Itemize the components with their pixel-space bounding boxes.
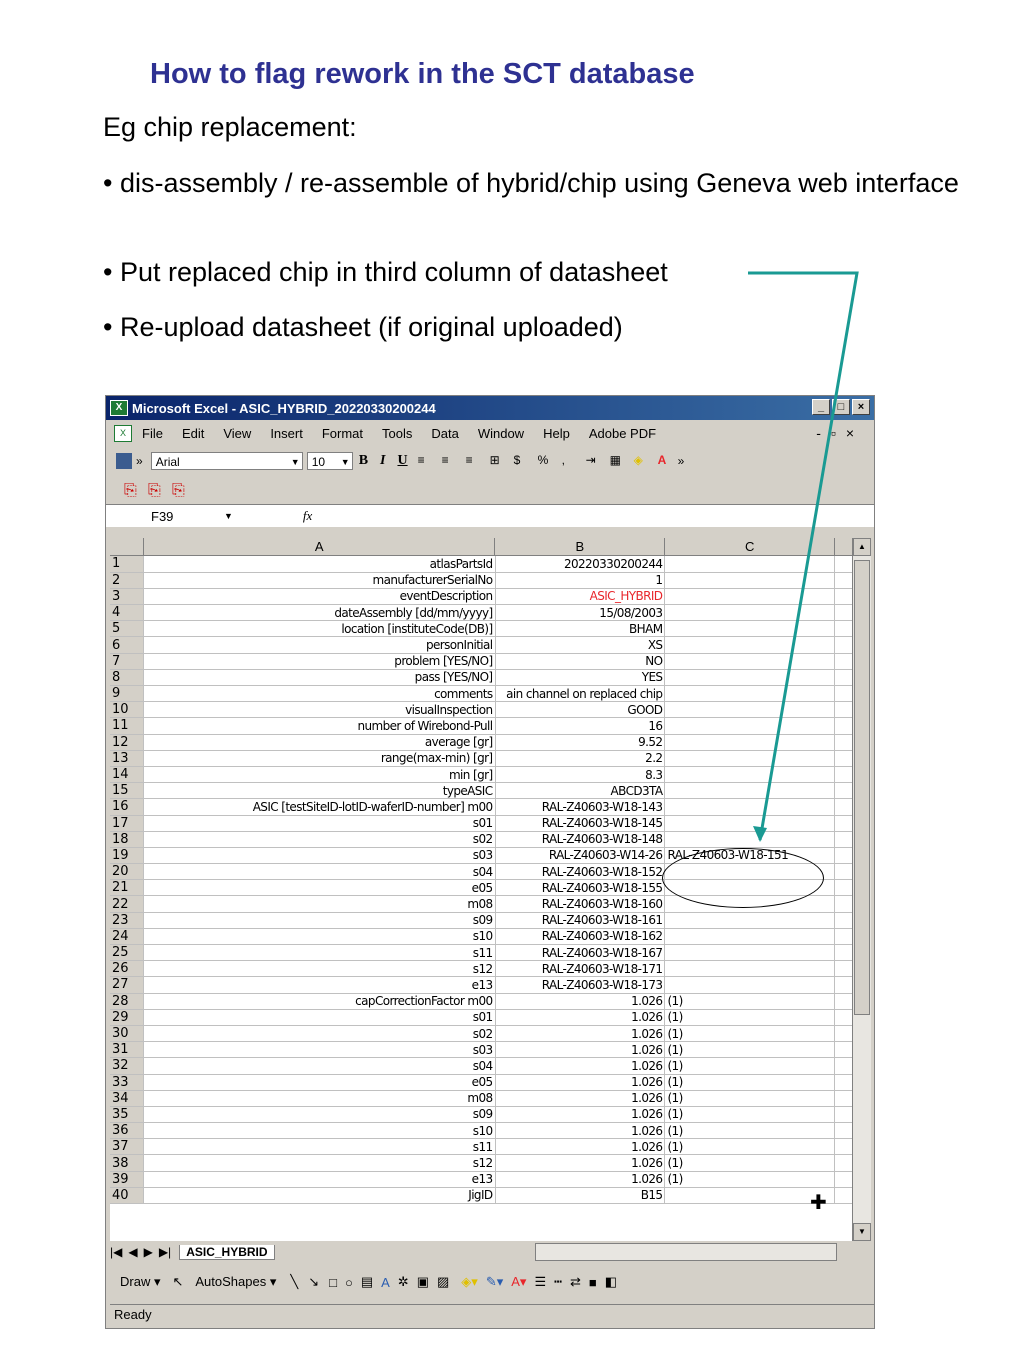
menu-data[interactable]: Data (431, 425, 459, 441)
picture-icon[interactable]: ▨ (437, 1274, 450, 1289)
menu-help[interactable]: Help (543, 425, 570, 441)
cell-a[interactable]: s02 (144, 831, 495, 847)
row-header[interactable]: 8 (110, 669, 144, 685)
row-header[interactable]: 5 (110, 621, 144, 637)
cell-b[interactable]: RAL-Z40603-W14-26 (495, 847, 665, 863)
merge-center-icon[interactable]: ⊞ (489, 453, 500, 467)
cell-a[interactable]: s04 (144, 1058, 495, 1074)
convert-to-pdf-icon[interactable]: ⎘ (124, 482, 137, 499)
cell-b[interactable]: RAL-Z40603-W18-162 (495, 928, 665, 944)
bold-icon[interactable]: B (358, 453, 369, 468)
callout-arrow-line (748, 273, 857, 840)
minimize-button[interactable]: _ (812, 399, 830, 415)
row-header[interactable]: 28 (110, 993, 144, 1009)
pdf-email-icon[interactable]: ⎘ (148, 482, 161, 499)
line-icon[interactable]: ╲ (290, 1274, 299, 1289)
menu-format[interactable]: Format (321, 425, 363, 441)
italic-icon[interactable]: I (380, 453, 386, 468)
cell-a[interactable]: typeASIC (144, 783, 495, 799)
cell-b[interactable]: RAL-Z40603-W18-145 (495, 815, 665, 831)
currency-icon[interactable]: $ (513, 453, 521, 467)
cell-b[interactable]: ASIC_HYBRID (495, 588, 665, 604)
row-header[interactable]: 26 (110, 961, 144, 977)
align-center-icon[interactable]: ≡ (441, 453, 449, 467)
cell-b[interactable]: RAL-Z40603-W18-148 (495, 831, 665, 847)
bullet-geneva-interface: • dis-assembly / re-assemble of hybrid/chip using Geneva web interface (103, 168, 959, 198)
cell-c[interactable]: (1) (665, 1090, 835, 1106)
row-header[interactable]: 11 (110, 718, 144, 734)
dash-style-icon[interactable]: ┅ (554, 1274, 562, 1289)
cell-a[interactable]: e13 (144, 1171, 495, 1187)
bullet-replaced-chip: • Put replaced chip in third column of datasheet (103, 257, 668, 287)
font-color-icon[interactable]: A▾ (511, 1274, 527, 1289)
cell-a[interactable]: s09 (144, 912, 495, 928)
cell-a[interactable]: personInitial (144, 637, 495, 653)
cell-a[interactable]: s10 (144, 1123, 495, 1139)
cell-a[interactable]: min [gr] (144, 766, 495, 782)
cell-c[interactable]: (1) (665, 1155, 835, 1171)
cell-a[interactable]: e13 (144, 977, 495, 993)
cell-a[interactable]: s10 (144, 928, 495, 944)
menu-insert[interactable]: Insert (270, 425, 303, 441)
cell-a[interactable]: s01 (144, 1009, 495, 1025)
cell-a[interactable]: ASIC [testSiteID-lotID-waferID-number] m00 (144, 799, 495, 815)
borders-icon[interactable]: ▦ (609, 453, 621, 467)
close-button[interactable]: × (852, 399, 870, 415)
font-name-select[interactable]: Arial ▼ (151, 452, 303, 470)
workbook-icon[interactable]: X (114, 425, 132, 442)
cell-a[interactable]: JigID (144, 1187, 495, 1203)
cell-a[interactable]: visualInspection (144, 702, 495, 718)
cell-b[interactable]: BHAM (495, 621, 665, 637)
row-header[interactable]: 38 (110, 1155, 144, 1171)
cell-b[interactable]: RAL-Z40603-W18-143 (495, 799, 665, 815)
row-header[interactable]: 4 (110, 605, 144, 621)
cell-a[interactable]: atlasPartsId (144, 556, 495, 572)
wordart-icon[interactable]: A (381, 1274, 390, 1290)
shadow-icon[interactable]: ■ (588, 1274, 597, 1290)
tab-nav-first-icon[interactable]: |◀ (110, 1245, 123, 1259)
name-box[interactable]: F39 (151, 508, 174, 524)
menu-adobe-pdf[interactable]: Adobe PDF (588, 425, 657, 441)
cell-b[interactable]: RAL-Z40603-W18-160 (495, 896, 665, 912)
row-header[interactable]: 14 (110, 766, 144, 782)
row-header[interactable]: 25 (110, 945, 144, 961)
row-header[interactable]: 32 (110, 1058, 144, 1074)
diagram-icon[interactable]: ✲ (397, 1274, 409, 1289)
workbook-window-controls[interactable]: -▫× (816, 425, 864, 441)
arrow-style-icon[interactable]: ⇄ (569, 1274, 581, 1289)
row-header[interactable]: 2 (110, 572, 144, 588)
cell-b[interactable]: RAL-Z40603-W18-155 (495, 880, 665, 896)
cell-b[interactable]: XS (495, 637, 665, 653)
cell-b[interactable]: NO (495, 653, 665, 669)
insert-function-icon[interactable]: fx (302, 508, 313, 523)
slide-subtitle: Eg chip replacement: (103, 112, 357, 142)
clipart-icon[interactable]: ▣ (416, 1274, 429, 1289)
rectangle-icon[interactable]: □ (329, 1274, 337, 1290)
cursor-cross-icon: ✚ (810, 1192, 827, 1214)
cell-b[interactable]: RAL-Z40603-W18-173 (495, 977, 665, 993)
bullet-reupload: • Re-upload datasheet (if original uploaded) (103, 312, 623, 342)
cell-b[interactable]: YES (495, 669, 665, 685)
cell-c[interactable]: (1) (665, 1123, 835, 1139)
cell-a[interactable]: eventDescription (144, 588, 495, 604)
cell-b[interactable]: 20220330200244 (495, 556, 665, 572)
cell-b[interactable]: GOOD (495, 702, 665, 718)
cell-a[interactable]: location [instituteCode(DB)] (144, 621, 495, 637)
cell-a[interactable]: range(max-min) [gr] (144, 750, 495, 766)
cell-c[interactable]: (1) (665, 1009, 835, 1025)
font-size-select[interactable]: 10 ▼ (307, 452, 353, 470)
tab-nav-last-icon[interactable]: ▶| (158, 1245, 172, 1259)
cell-b[interactable]: 8.3 (495, 766, 665, 782)
row-header[interactable]: 7 (110, 653, 144, 669)
cell-b[interactable]: 1.026 (495, 1025, 665, 1041)
cell-b[interactable]: RAL-Z40603-W18-161 (495, 912, 665, 928)
cell-b[interactable]: 1.026 (495, 1123, 665, 1139)
row-header[interactable]: 1 (110, 556, 144, 572)
column-header-c[interactable]: C (665, 538, 835, 556)
column-header-b[interactable]: B (495, 538, 665, 556)
cell-a[interactable]: s12 (144, 1155, 495, 1171)
cell-a[interactable]: comments (144, 686, 495, 702)
cell-b[interactable]: 1.026 (495, 1171, 665, 1187)
cell-b[interactable]: 1 (495, 572, 665, 588)
row-header[interactable]: 19 (110, 847, 144, 863)
row-header[interactable]: 29 (110, 1009, 144, 1025)
align-right-icon[interactable]: ≡ (465, 453, 473, 467)
cell-b[interactable]: ABCD3TA (495, 783, 665, 799)
row-header[interactable]: 24 (110, 928, 144, 944)
cell-a[interactable]: s12 (144, 961, 495, 977)
cell-a[interactable]: s04 (144, 864, 495, 880)
row-header[interactable]: 36 (110, 1123, 144, 1139)
row-header[interactable]: 35 (110, 1106, 144, 1122)
cell-c[interactable]: (1) (665, 1058, 835, 1074)
row-header[interactable]: 37 (110, 1139, 144, 1155)
cell-b[interactable]: 16 (495, 718, 665, 734)
row-header[interactable]: 16 (110, 799, 144, 815)
cell-a[interactable]: s02 (144, 1025, 495, 1041)
toolbar-options-icon[interactable]: » (677, 454, 685, 468)
menu-tools[interactable]: Tools (382, 425, 413, 441)
row-header[interactable]: 18 (110, 831, 144, 847)
cell-a[interactable]: s11 (144, 1139, 495, 1155)
chevron-down-icon[interactable]: ▼ (224, 511, 233, 521)
cell-a[interactable]: m08 (144, 1090, 495, 1106)
cell-b[interactable]: 15/08/2003 (495, 605, 665, 621)
cell-b[interactable]: 1.026 (495, 1042, 665, 1058)
row-header[interactable]: 10 (110, 702, 144, 718)
draw-menu[interactable]: Draw ▾ (120, 1274, 161, 1289)
tab-nav-next-icon[interactable]: ▶ (143, 1245, 153, 1259)
cell-a[interactable]: manufacturerSerialNo (144, 572, 495, 588)
row-header[interactable]: 30 (110, 1025, 144, 1041)
pdf-review-icon[interactable]: ⎘ (172, 482, 185, 499)
row-header[interactable]: 6 (110, 637, 144, 653)
cell-c[interactable]: RAL-Z40603-W18-151 (665, 847, 835, 863)
cell-a[interactable]: s09 (144, 1106, 495, 1122)
row-header[interactable]: 39 (110, 1171, 144, 1187)
row-header[interactable]: 23 (110, 912, 144, 928)
cell-b[interactable]: 1.026 (495, 993, 665, 1009)
sheet-tab-asic-hybrid[interactable]: ASIC_HYBRID (179, 1245, 274, 1260)
cell-b[interactable]: RAL-Z40603-W18-167 (495, 945, 665, 961)
callout-arrow-head (753, 826, 767, 842)
textbox-icon[interactable]: ▤ (360, 1274, 374, 1289)
menu-view[interactable]: View (223, 425, 252, 441)
slide-title: How to flag rework in the SCT database (150, 58, 695, 90)
cell-c[interactable]: (1) (665, 1171, 835, 1187)
cell-b[interactable]: RAL-Z40603-W18-152 (495, 864, 665, 880)
cell-b[interactable]: 1.026 (495, 1090, 665, 1106)
cell-a[interactable]: s01 (144, 815, 495, 831)
align-left-icon[interactable]: ≡ (417, 453, 425, 467)
comma-icon[interactable]: , (561, 453, 565, 467)
row-header[interactable]: 15 (110, 783, 144, 799)
cell-a[interactable]: s03 (144, 1042, 495, 1058)
column-header-a[interactable]: A (144, 538, 496, 556)
menu-window[interactable]: Window (477, 425, 525, 441)
cell-c[interactable]: (1) (665, 1106, 835, 1122)
cell-b[interactable]: 1.026 (495, 1155, 665, 1171)
cell-b[interactable]: 1.026 (495, 1106, 665, 1122)
cell-b[interactable]: 1.026 (495, 1058, 665, 1074)
tab-nav-prev-icon[interactable]: ◀ (128, 1245, 138, 1259)
select-objects-icon[interactable]: ↖ (172, 1274, 184, 1289)
row-header[interactable]: 22 (110, 896, 144, 912)
cell-c[interactable]: (1) (665, 1139, 835, 1155)
row-header[interactable]: 34 (110, 1090, 144, 1106)
cell-a[interactable]: pass [YES/NO] (144, 669, 495, 685)
row-header[interactable]: 31 (110, 1042, 144, 1058)
cell-a[interactable]: problem [YES/NO] (144, 653, 495, 669)
cell-a[interactable]: capCorrectionFactor m00 (144, 993, 495, 1009)
row-header[interactable]: 3 (110, 588, 144, 604)
row-header[interactable]: 21 (110, 880, 144, 896)
row-header[interactable]: 9 (110, 686, 144, 702)
menu-edit[interactable]: Edit (181, 425, 205, 441)
autoshapes-menu[interactable]: AutoShapes ▾ (195, 1274, 277, 1289)
cell-c[interactable]: (1) (665, 1025, 835, 1041)
row-header[interactable]: 40 (110, 1187, 144, 1203)
cell-a[interactable]: s11 (144, 945, 495, 961)
fill-color-icon[interactable]: ◈ (633, 453, 643, 467)
status-bar: Ready (110, 1304, 874, 1325)
cell-a[interactable]: average [gr] (144, 734, 495, 750)
scroll-down-icon[interactable]: ▼ (853, 1223, 871, 1241)
cell-b[interactable]: 2.2 (495, 750, 665, 766)
excel-app-icon: X (110, 400, 128, 416)
cell-a[interactable]: dateAssembly [dd/mm/yyyy] (144, 605, 495, 621)
row-header[interactable]: 33 (110, 1074, 144, 1090)
row-header[interactable]: 27 (110, 977, 144, 993)
cell-c[interactable]: (1) (665, 1074, 835, 1090)
menu-file[interactable]: File (142, 425, 163, 441)
cell-c[interactable]: (1) (665, 1042, 835, 1058)
fill-color-icon[interactable]: ◈▾ (461, 1274, 478, 1289)
percent-icon[interactable]: % (537, 453, 549, 467)
row-header[interactable]: 12 (110, 734, 144, 750)
cell-a[interactable]: m08 (144, 896, 495, 912)
maximize-button[interactable]: □ (832, 399, 850, 415)
cell-a[interactable]: e05 (144, 880, 495, 896)
cell-b[interactable]: 1.026 (495, 1074, 665, 1090)
font-color-icon[interactable]: A (657, 453, 667, 467)
chevron-down-icon: ▼ (340, 457, 350, 467)
underline-icon[interactable]: U (397, 453, 408, 468)
arrow-icon[interactable]: ↘ (308, 1274, 320, 1289)
cell-b[interactable]: RAL-Z40603-W18-171 (495, 961, 665, 977)
row-header[interactable]: 20 (110, 864, 144, 880)
chevron-down-icon: ▼ (290, 457, 300, 467)
window-title: Microsoft Excel - ASIC_HYBRID_20220330200244 (132, 400, 436, 416)
line-color-icon[interactable]: ✎▾ (485, 1274, 504, 1289)
cell-b[interactable]: B15 (495, 1187, 665, 1203)
oval-icon[interactable]: ○ (344, 1274, 353, 1290)
toolbar-options-icon[interactable]: » (136, 454, 143, 468)
cell-b[interactable]: ain channel on replaced chip (495, 686, 665, 702)
3d-icon[interactable]: ◧ (604, 1274, 617, 1289)
scroll-up-icon[interactable]: ▲ (853, 538, 871, 556)
cell-a[interactable]: s03 (144, 847, 495, 863)
cell-a[interactable]: e05 (144, 1074, 495, 1090)
cell-b[interactable]: 1.026 (495, 1139, 665, 1155)
cell-a[interactable]: number of Wirebond-Pull (144, 718, 495, 734)
cell-b[interactable]: 1.026 (495, 1009, 665, 1025)
line-style-icon[interactable]: ☰ (534, 1274, 547, 1289)
cell-c[interactable]: (1) (665, 993, 835, 1009)
indent-icon[interactable]: ⇥ (585, 453, 596, 467)
row-header[interactable]: 13 (110, 750, 144, 766)
cell-b[interactable]: 9.52 (495, 734, 665, 750)
row-header[interactable]: 17 (110, 815, 144, 831)
